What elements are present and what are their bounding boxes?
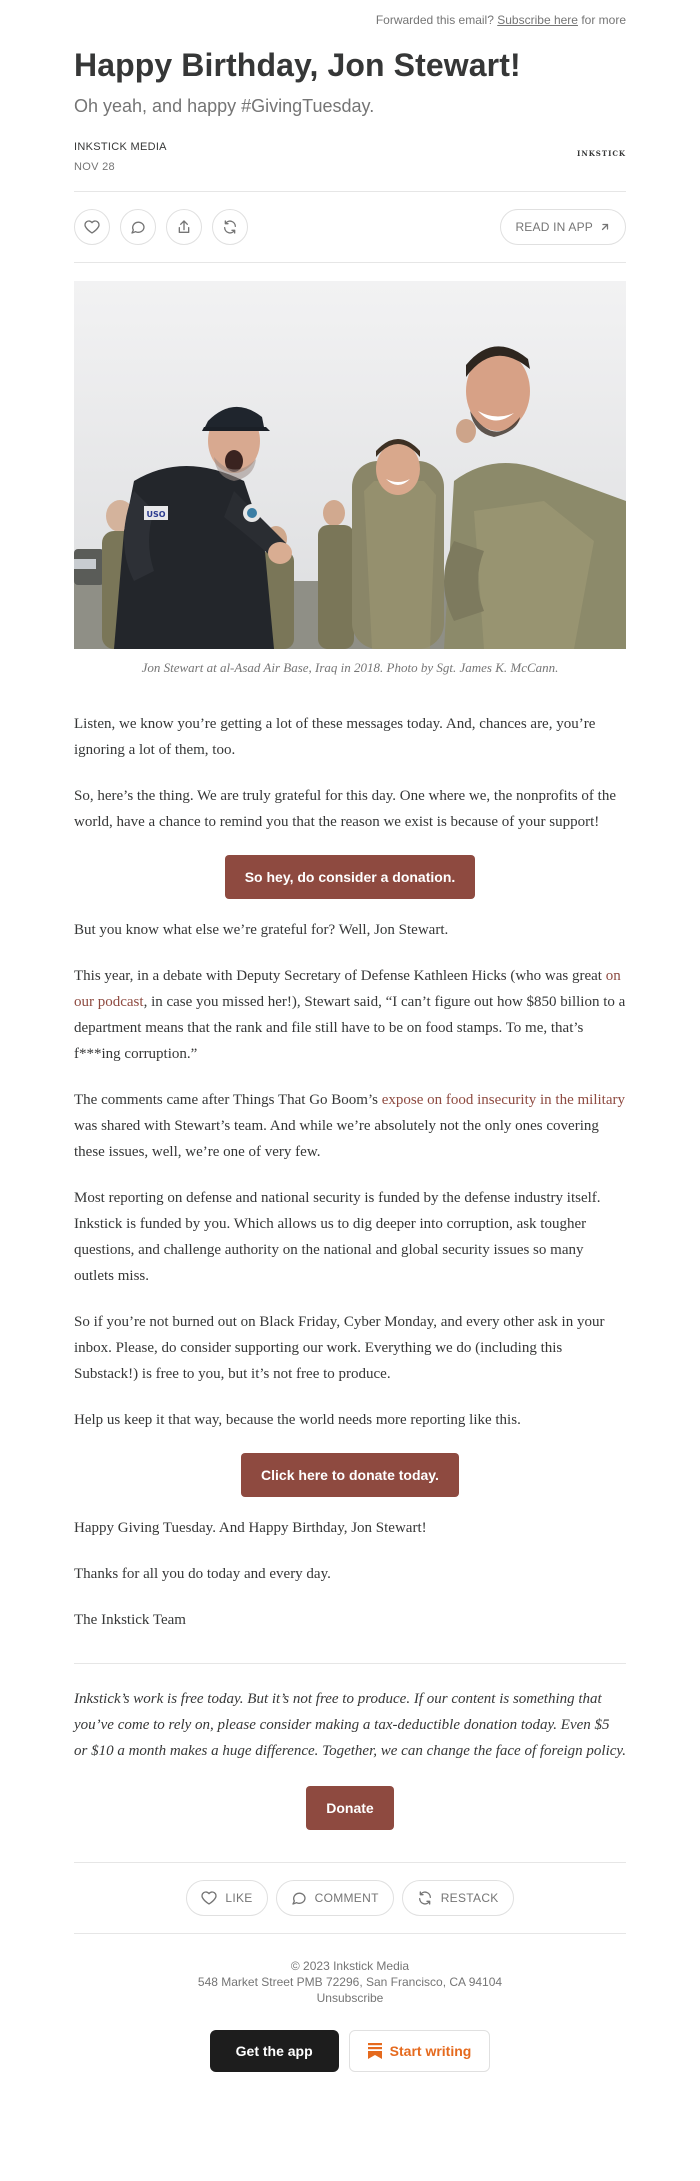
paragraph-text: , in case you missed her!), Stewart said, “I can’t figure out how $850 billion to a department means that the rank and file still have to be on food stamps. To me, that’s f***ing corruption.” — [74, 994, 626, 1062]
post-date: NOV 28 — [74, 161, 115, 173]
footer-ctas — [74, 2030, 626, 2072]
hero-photo-illustration — [74, 281, 626, 649]
paragraph: Happy Giving Tuesday. And Happy Birthday, Jon Stewart! — [74, 1520, 427, 1536]
comment-label: COMMENT — [314, 1891, 379, 1905]
get-the-app-button[interactable]: Get the app — [210, 2030, 339, 2072]
paragraph: Listen, we know you’re getting a lot of these messages today. And, chances are, you’re ignoring a lot of them, too. — [74, 716, 596, 758]
paragraph-text: This year, in a debate with Deputy Secretary of Defense Kathleen Hicks (who was great — [74, 968, 606, 984]
read-in-app-label: READ IN APP — [515, 220, 593, 234]
like-label: LIKE — [225, 1891, 253, 1905]
forward-suffix: for more — [581, 13, 626, 27]
divider — [74, 262, 626, 263]
restack-pill-button[interactable] — [402, 1880, 514, 1916]
substack-icon — [368, 2043, 382, 2059]
food-insecurity-link[interactable]: expose on food insecurity in the military — [381, 1092, 625, 1108]
restack-button[interactable] — [212, 209, 248, 245]
post-title[interactable]: Happy Birthday, Jon Stewart! — [74, 47, 521, 83]
photo-caption: Jon Stewart at al-Asad Air Base, Iraq in 2018. Photo by Sgt. James K. McCann. — [141, 660, 559, 675]
paragraph: So if you’re not burned out on Black Friday, Cyber Monday, and every other ask in your inbox. Please, do consider supporting our work. Everything we do (including this Substack!) is free to you, but it’s not free to produce. — [74, 1314, 605, 1382]
paragraph — [74, 1087, 626, 1165]
donate-cta-button[interactable]: So hey, do consider a donation. — [225, 855, 476, 899]
divider — [74, 1663, 626, 1664]
paragraph-text: was shared with Stewart’s team. And while we’re absolutely not the only ones covering these issues, well, we’re one of very few. — [74, 1118, 599, 1160]
hero-photo[interactable] — [74, 281, 626, 649]
restack-icon — [222, 219, 238, 235]
footer — [74, 1958, 626, 2006]
forward-prefix: Forwarded this email? — [375, 13, 494, 27]
paragraph: But you know what else we’re grateful for? Well, Jon Stewart. — [74, 922, 449, 938]
post-subtitle: Oh yeah, and happy #GivingTuesday. — [74, 96, 375, 116]
comment-button[interactable] — [120, 209, 156, 245]
paragraph: Most reporting on defense and national security is funded by the defense industry itself. Inkstick is funded by you. Which allows us to dig deeper into corruption, ask tougher questions, and challenge authority on the national and global security issues so many outlets miss. — [74, 1190, 601, 1284]
forward-notice — [74, 0, 626, 33]
arrow-up-right-icon — [599, 221, 611, 233]
paragraph: So, here’s the thing. We are truly grateful for this day. One where we, the nonprofits of the world, have a chance to remind you that the reason we exist is because of your support! — [74, 788, 616, 830]
paragraph: Thanks for all you do today and every day. — [74, 1566, 331, 1582]
paragraph: Help us keep it that way, because the world needs more reporting like this. — [74, 1412, 521, 1428]
mailing-address: 548 Market Street PMB 72296, San Francisco, CA 94104 — [197, 1975, 503, 1989]
start-writing-button[interactable] — [349, 2030, 491, 2072]
like-button[interactable] — [74, 209, 110, 245]
heart-icon — [201, 1890, 217, 1906]
donate-button[interactable]: Donate — [306, 1786, 393, 1830]
post-body — [74, 711, 626, 1633]
share-button[interactable] — [166, 209, 202, 245]
share-icon — [176, 219, 192, 235]
start-writing-label: Start writing — [389, 2043, 472, 2059]
unsubscribe-link[interactable]: Unsubscribe — [316, 1991, 384, 2005]
comment-icon — [130, 219, 146, 235]
donate-today-button[interactable]: Click here to donate today. — [241, 1453, 459, 1497]
signature: The Inkstick Team — [74, 1612, 186, 1628]
podcast-link[interactable]: on our podcast — [74, 968, 621, 1010]
post-toolbar — [74, 192, 626, 262]
post-meta — [74, 139, 626, 179]
promo-text: Inkstick’s work is free today. But it’s not free to produce. If our content is something that you’ve come to rely on, please consider making a tax-deductible donation today. Even $5 or $10 a month makes a huge difference. Together, we can change the face of foreign policy. — [74, 1691, 626, 1759]
like-pill-button[interactable] — [186, 1880, 267, 1916]
subscribe-link[interactable]: Subscribe here — [497, 13, 578, 27]
restack-icon — [417, 1890, 433, 1906]
paragraph-text: The comments came after Things That Go Boom’s — [74, 1092, 382, 1108]
divider — [74, 1933, 626, 1934]
post-actions — [74, 1863, 626, 1933]
restack-label: RESTACK — [440, 1891, 499, 1905]
copyright: © 2023 Inkstick Media — [290, 1959, 410, 1973]
jacket-logo: USO — [146, 510, 166, 519]
comment-pill-button[interactable] — [276, 1880, 394, 1916]
paragraph — [74, 963, 626, 1067]
publication-name[interactable]: INKSTICK MEDIA — [74, 141, 167, 153]
read-in-app-button[interactable] — [500, 209, 626, 245]
publication-logo[interactable]: INKSTICK — [577, 149, 626, 158]
heart-icon — [84, 219, 100, 235]
comment-icon — [291, 1890, 307, 1906]
